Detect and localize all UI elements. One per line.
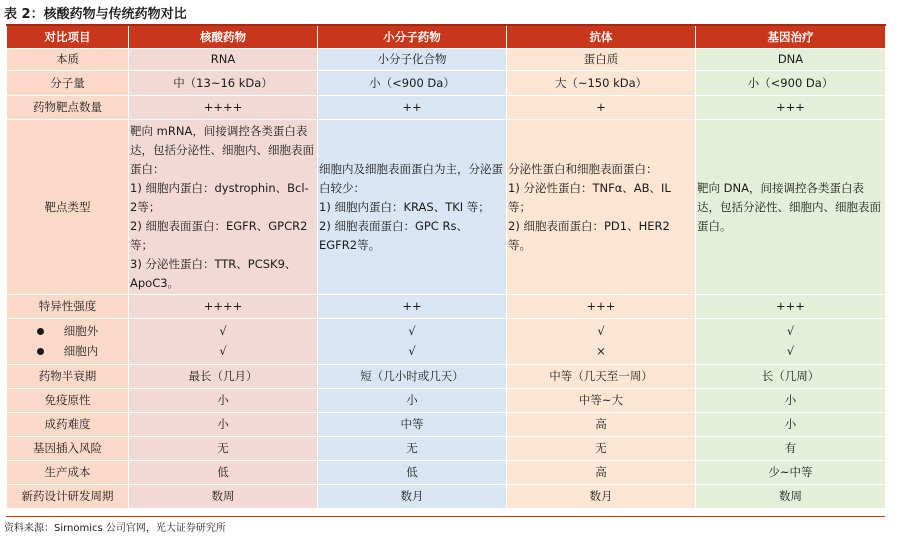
- table-cell: 高: [507, 461, 696, 485]
- table-cell: ++: [318, 295, 507, 319]
- table-cell: 数周: [696, 485, 886, 509]
- table-row: [7, 365, 886, 389]
- check-mark: √: [219, 324, 227, 338]
- cross-mark: ×: [596, 344, 606, 358]
- row-label: 免疫原性: [7, 389, 129, 413]
- table-cell: 高: [507, 413, 696, 437]
- sub-row-label: [9, 342, 126, 362]
- row-label: [7, 319, 129, 365]
- check-mark: √: [408, 344, 416, 358]
- table-cell: ++++: [129, 96, 318, 120]
- table-cell: ++: [318, 96, 507, 120]
- table-cell: ++++: [129, 295, 318, 319]
- table-cell: 中等~大: [507, 389, 696, 413]
- table-cell: 中（13~16 kDa）: [129, 71, 318, 96]
- header-cell: 小分子药物: [318, 25, 507, 49]
- table-cell: [129, 319, 318, 365]
- table-cell: 中等: [318, 413, 507, 437]
- table-cell: 数周: [129, 485, 318, 509]
- table-cell: 有: [696, 437, 886, 461]
- check-mark: √: [408, 324, 416, 338]
- table-cell: [507, 319, 696, 365]
- check-mark: √: [786, 324, 795, 338]
- table-cell: DNA: [696, 49, 886, 71]
- table-cell: 无: [507, 437, 696, 461]
- row-label: 生产成本: [7, 461, 129, 485]
- row-label: 成药难度: [7, 413, 129, 437]
- header-cell: 核酸药物: [129, 25, 318, 49]
- table-cell: 少~中等: [696, 461, 886, 485]
- table-row: [7, 461, 886, 485]
- table-row: [7, 437, 886, 461]
- check-mark: √: [786, 344, 795, 358]
- table-cell: 长（几周）: [696, 365, 886, 389]
- table-cell: 最长（几月）: [129, 365, 318, 389]
- row-label: 分子量: [7, 71, 129, 96]
- table-cell: 小: [696, 389, 886, 413]
- row-label: 基因插入风险: [7, 437, 129, 461]
- table-cell: 无: [318, 437, 507, 461]
- table-cell: 无: [129, 437, 318, 461]
- sub-row-label: [9, 322, 126, 342]
- table-cell: 小: [696, 413, 886, 437]
- bullet-icon: [37, 328, 44, 335]
- table-cell: 靶向 DNA，间接调控各类蛋白表达，包括分泌性、细胞内、细胞表面蛋白。: [696, 120, 886, 295]
- table-cell: 大（~150 kDa）: [507, 71, 696, 96]
- table-header-row: [7, 25, 886, 49]
- table-cell: 短（几小时或几天）: [318, 365, 507, 389]
- header-cell: 对比项目: [7, 25, 129, 49]
- table-cell: RNA: [129, 49, 318, 71]
- row-label: 新药设计研发周期: [7, 485, 129, 509]
- table-row: [7, 485, 886, 509]
- table-cell: [696, 319, 886, 365]
- table-cell: 低: [318, 461, 507, 485]
- table-cell: 蛋白质: [507, 49, 696, 71]
- table-cell: 中等（几天至一周）: [507, 365, 696, 389]
- table-cell: 数月: [507, 485, 696, 509]
- table-cell: 小分子化合物: [318, 49, 507, 71]
- table-cell: 靶向 mRNA，间接调控各类蛋白表达，包括分泌性、细胞内、细胞表面蛋白： 1) 细胞内蛋白：dystrophin、Bcl-2等； 2) 细胞表面蛋白：EGFR、GPCR2等； 3) 分泌性蛋白：TTR、PCSK9、ApoC3。: [129, 120, 318, 295]
- bullet-icon: [37, 348, 44, 355]
- row-label: 药物靶点数量: [7, 96, 129, 120]
- table-row: [7, 49, 886, 71]
- table-cell: 小（<900 Da）: [318, 71, 507, 96]
- table-cell: 分泌性蛋白和细胞表面蛋白： 1) 分泌性蛋白：TNFα、AB、IL 等； 2) 细胞表面蛋白：PD1、HER2 等。: [507, 120, 696, 295]
- check-mark: √: [597, 324, 605, 338]
- table-cell: 小: [129, 413, 318, 437]
- table-cell: +++: [696, 96, 886, 120]
- table-cell: 细胞内及细胞表面蛋白为主，分泌蛋白较少： 1) 细胞内蛋白：KRAS、TKI 等； 2) 细胞表面蛋白：GPC Rs、EGFR2等。: [318, 120, 507, 295]
- table-cell: 低: [129, 461, 318, 485]
- table-row: [7, 389, 886, 413]
- table-cell: 数月: [318, 485, 507, 509]
- table-cell: 小（<900 Da）: [696, 71, 886, 96]
- table-row: [7, 71, 886, 96]
- row-label: 本质: [7, 49, 129, 71]
- table-row: [7, 120, 886, 295]
- table-cell: [318, 319, 507, 365]
- table-cell: +++: [696, 295, 886, 319]
- row-label: 特异性强度: [7, 295, 129, 319]
- table-row: [7, 96, 886, 120]
- row-label: 药物半衰期: [7, 365, 129, 389]
- header-cell: 基因治疗: [696, 25, 886, 49]
- row-label: 靶点类型: [7, 120, 129, 295]
- comparison-table: [6, 24, 886, 509]
- table-bottom-rule: [6, 516, 885, 517]
- table-row: [7, 413, 886, 437]
- table-cell: +++: [507, 295, 696, 319]
- sub-row-text: 细胞内: [63, 344, 99, 358]
- sub-row-text: 细胞外: [63, 324, 99, 338]
- table-cell: +: [507, 96, 696, 120]
- table-row: [7, 295, 886, 319]
- check-mark: √: [219, 344, 227, 358]
- header-cell: 抗体: [507, 25, 696, 49]
- table-cell: 小: [318, 389, 507, 413]
- table-cell: 小: [129, 389, 318, 413]
- table-row: [7, 319, 886, 365]
- table-title: 表 2：核酸药物与传统药物对比: [4, 7, 187, 22]
- source-note: 资料来源：Sirnomics 公司官网，光大证券研究所: [4, 523, 226, 534]
